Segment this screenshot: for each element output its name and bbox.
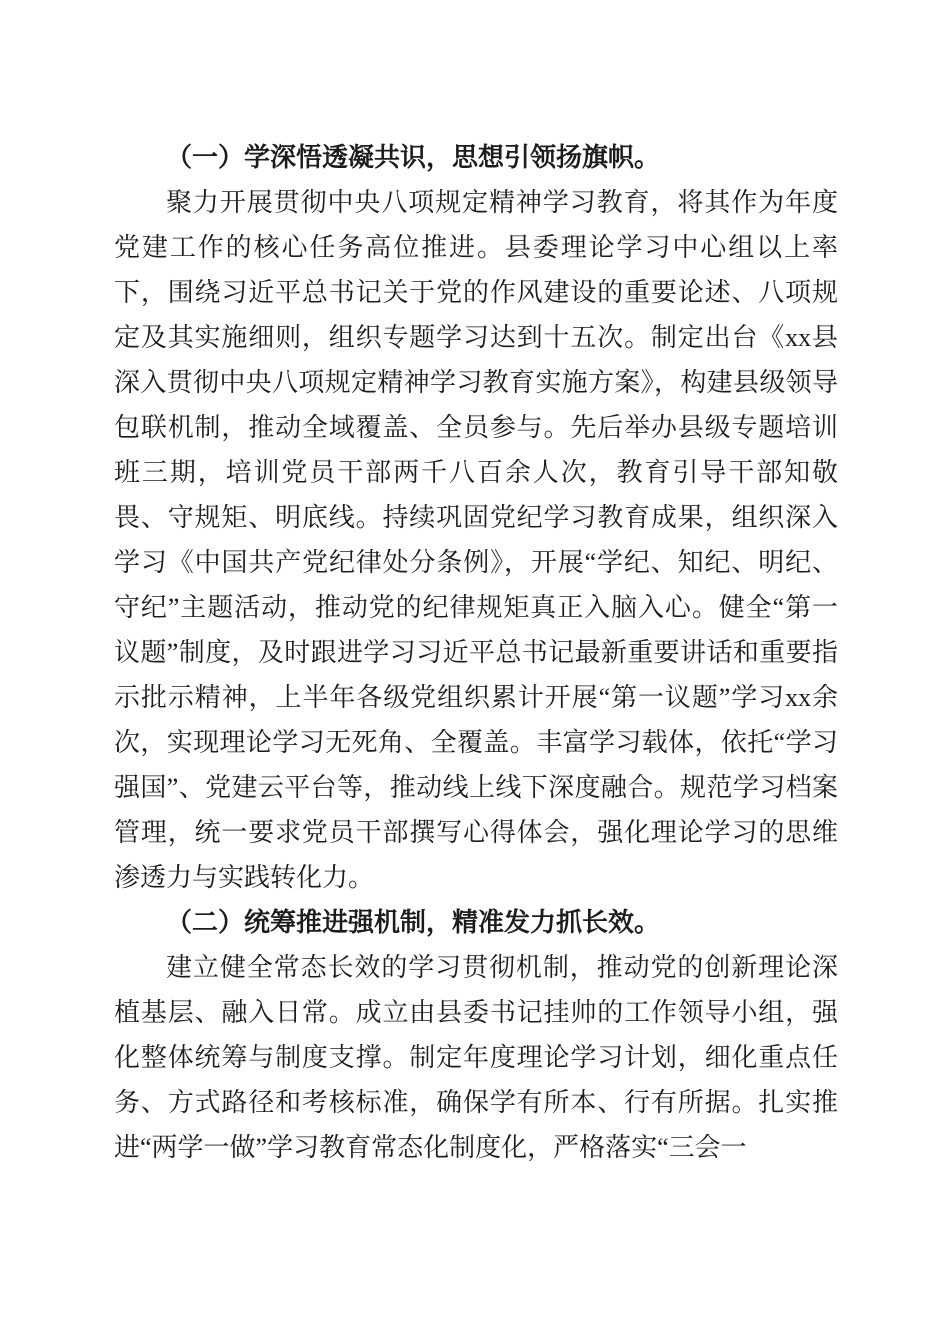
- section-1-paragraph: 聚力开展贯彻中央八项规定精神学习教育，将其作为年度党建工作的核心任务高位推进。县委理论学习中心组以上率下，围绕习近平总书记关于党的作风建设的重要论述、八项规定及其实施细则，组织专题学习达到十五次。制定出台《xx县深入贯彻中央八项规定精神学习教育实施方案》，构建县级领导包联机制，推动全域覆盖、全员参与。先后举办县级专题培训班三期，培训党员干部两千八百余人次，教育引导干部知敬畏、守规矩、明底线。持续巩固党纪学习教育成果，组织深入学习《中国共产党纪律处分条例》，开展“学纪、知纪、明纪、守纪”主题活动，推动党的纪律规矩真正入脑入心。健全“第一议题”制度，及时跟进学习习近平总书记最新重要讲话和重要指示批示精神，上半年各级党组织累计开展“第一议题”学习xx余次，实现理论学习无死角、全覆盖。丰富学习载体，依托“学习强国”、党建云平台等，推动线上线下深度融合。规范学习档案管理，统一要求党员干部撰写心得体会，强化理论学习的思维渗透力与实践转化力。: [114, 188, 838, 892]
- section-1: [114, 135, 838, 900]
- section-2: [114, 900, 838, 1170]
- section-1-heading: （一）学深悟透凝共识，思想引领扬旗帜。: [166, 143, 661, 172]
- section-2-paragraph: 建立健全常态长效的学习贯彻机制，推动党的创新理论深植基层、融入日常。成立由县委书记挂帅的工作领导小组，强化整体统筹与制度支撑。制定年度理论学习计划，细化重点任务、方式路径和考核标准，确保学有所本、行有所据。扎实推进“两学一做”学习教育常态化制度化，严格落实“三会一: [114, 953, 838, 1162]
- section-2-heading: （二）统筹推进强机制，精准发力抓长效。: [166, 908, 661, 937]
